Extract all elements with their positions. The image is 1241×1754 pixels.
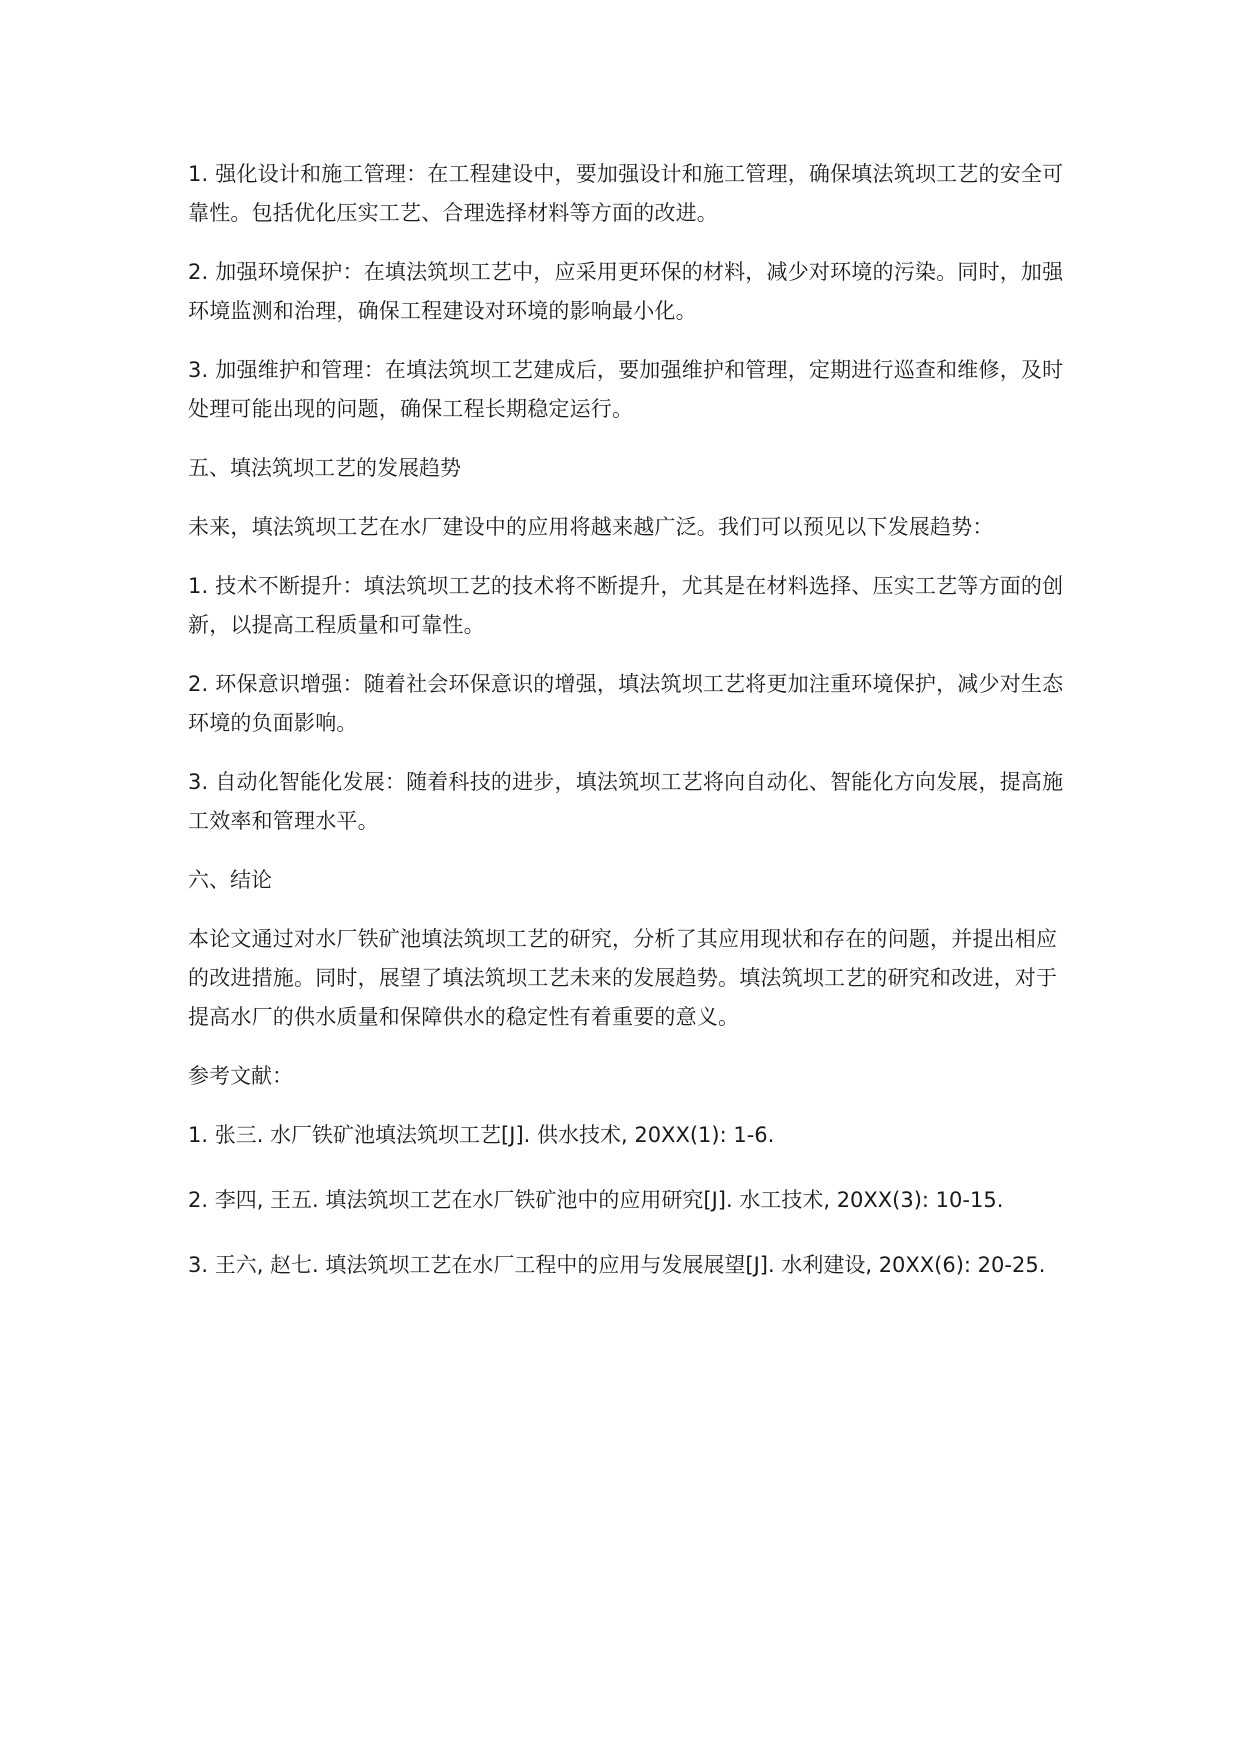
measure-paragraph-2: 2. 加强环境保护：在填法筑坝工艺中，应采用更环保的材料，减少对环境的污染。同时，加强环境监测和治理，确保工程建设对环境的影响最小化。	[188, 260, 1064, 323]
measure-paragraph-1: 1. 强化设计和施工管理：在工程建设中，要加强设计和施工管理，确保填法筑坝工艺的安全可靠性。包括优化压实工艺、合理选择材料等方面的改进。	[188, 162, 1064, 225]
trend-item-2: 2. 环保意识增强：随着社会环保意识的增强，填法筑坝工艺将更加注重环境保护，减少对生态环境的负面影响。	[188, 672, 1064, 735]
measure-paragraph-3: 3. 加强维护和管理：在填法筑坝工艺建成后，要加强维护和管理，定期进行巡查和维修，及时处理可能出现的问题，确保工程长期稳定运行。	[188, 358, 1064, 421]
section-heading-conclusion: 六、结论	[188, 868, 272, 892]
references-heading: 参考文献：	[188, 1064, 293, 1088]
trend-item-3: 3. 自动化智能化发展：随着科技的进步，填法筑坝工艺将向自动化、智能化方向发展，提高施工效率和管理水平。	[188, 770, 1064, 833]
reference-item-3: 3. 王六, 赵七. 填法筑坝工艺在水厂工程中的应用与发展展望[J]. 水利建设, 20XX(6): 20-25.	[188, 1253, 1046, 1277]
section-heading-trends: 五、填法筑坝工艺的发展趋势	[188, 456, 461, 480]
conclusion-paragraph: 本论文通过对水厂铁矿池填法筑坝工艺的研究，分析了其应用现状和存在的问题，并提出相应的改进措施。同时，展望了填法筑坝工艺未来的发展趋势。填法筑坝工艺的研究和改进，对于提高水厂的供水质量和保障供水的稳定性有着重要的意义。	[188, 927, 1058, 1029]
trend-item-1: 1. 技术不断提升：填法筑坝工艺的技术将不断提升，尤其是在材料选择、压实工艺等方面的创新，以提高工程质量和可靠性。	[188, 574, 1064, 637]
reference-item-1: 1. 张三. 水厂铁矿池填法筑坝工艺[J]. 供水技术, 20XX(1): 1-6.	[188, 1123, 775, 1147]
trends-intro: 未来，填法筑坝工艺在水厂建设中的应用将越来越广泛。我们可以预见以下发展趋势：	[188, 515, 994, 539]
document-body	[188, 155, 1068, 1311]
reference-item-2: 2. 李四, 王五. 填法筑坝工艺在水厂铁矿池中的应用研究[J]. 水工技术, 20XX(3): 10-15.	[188, 1188, 1004, 1212]
